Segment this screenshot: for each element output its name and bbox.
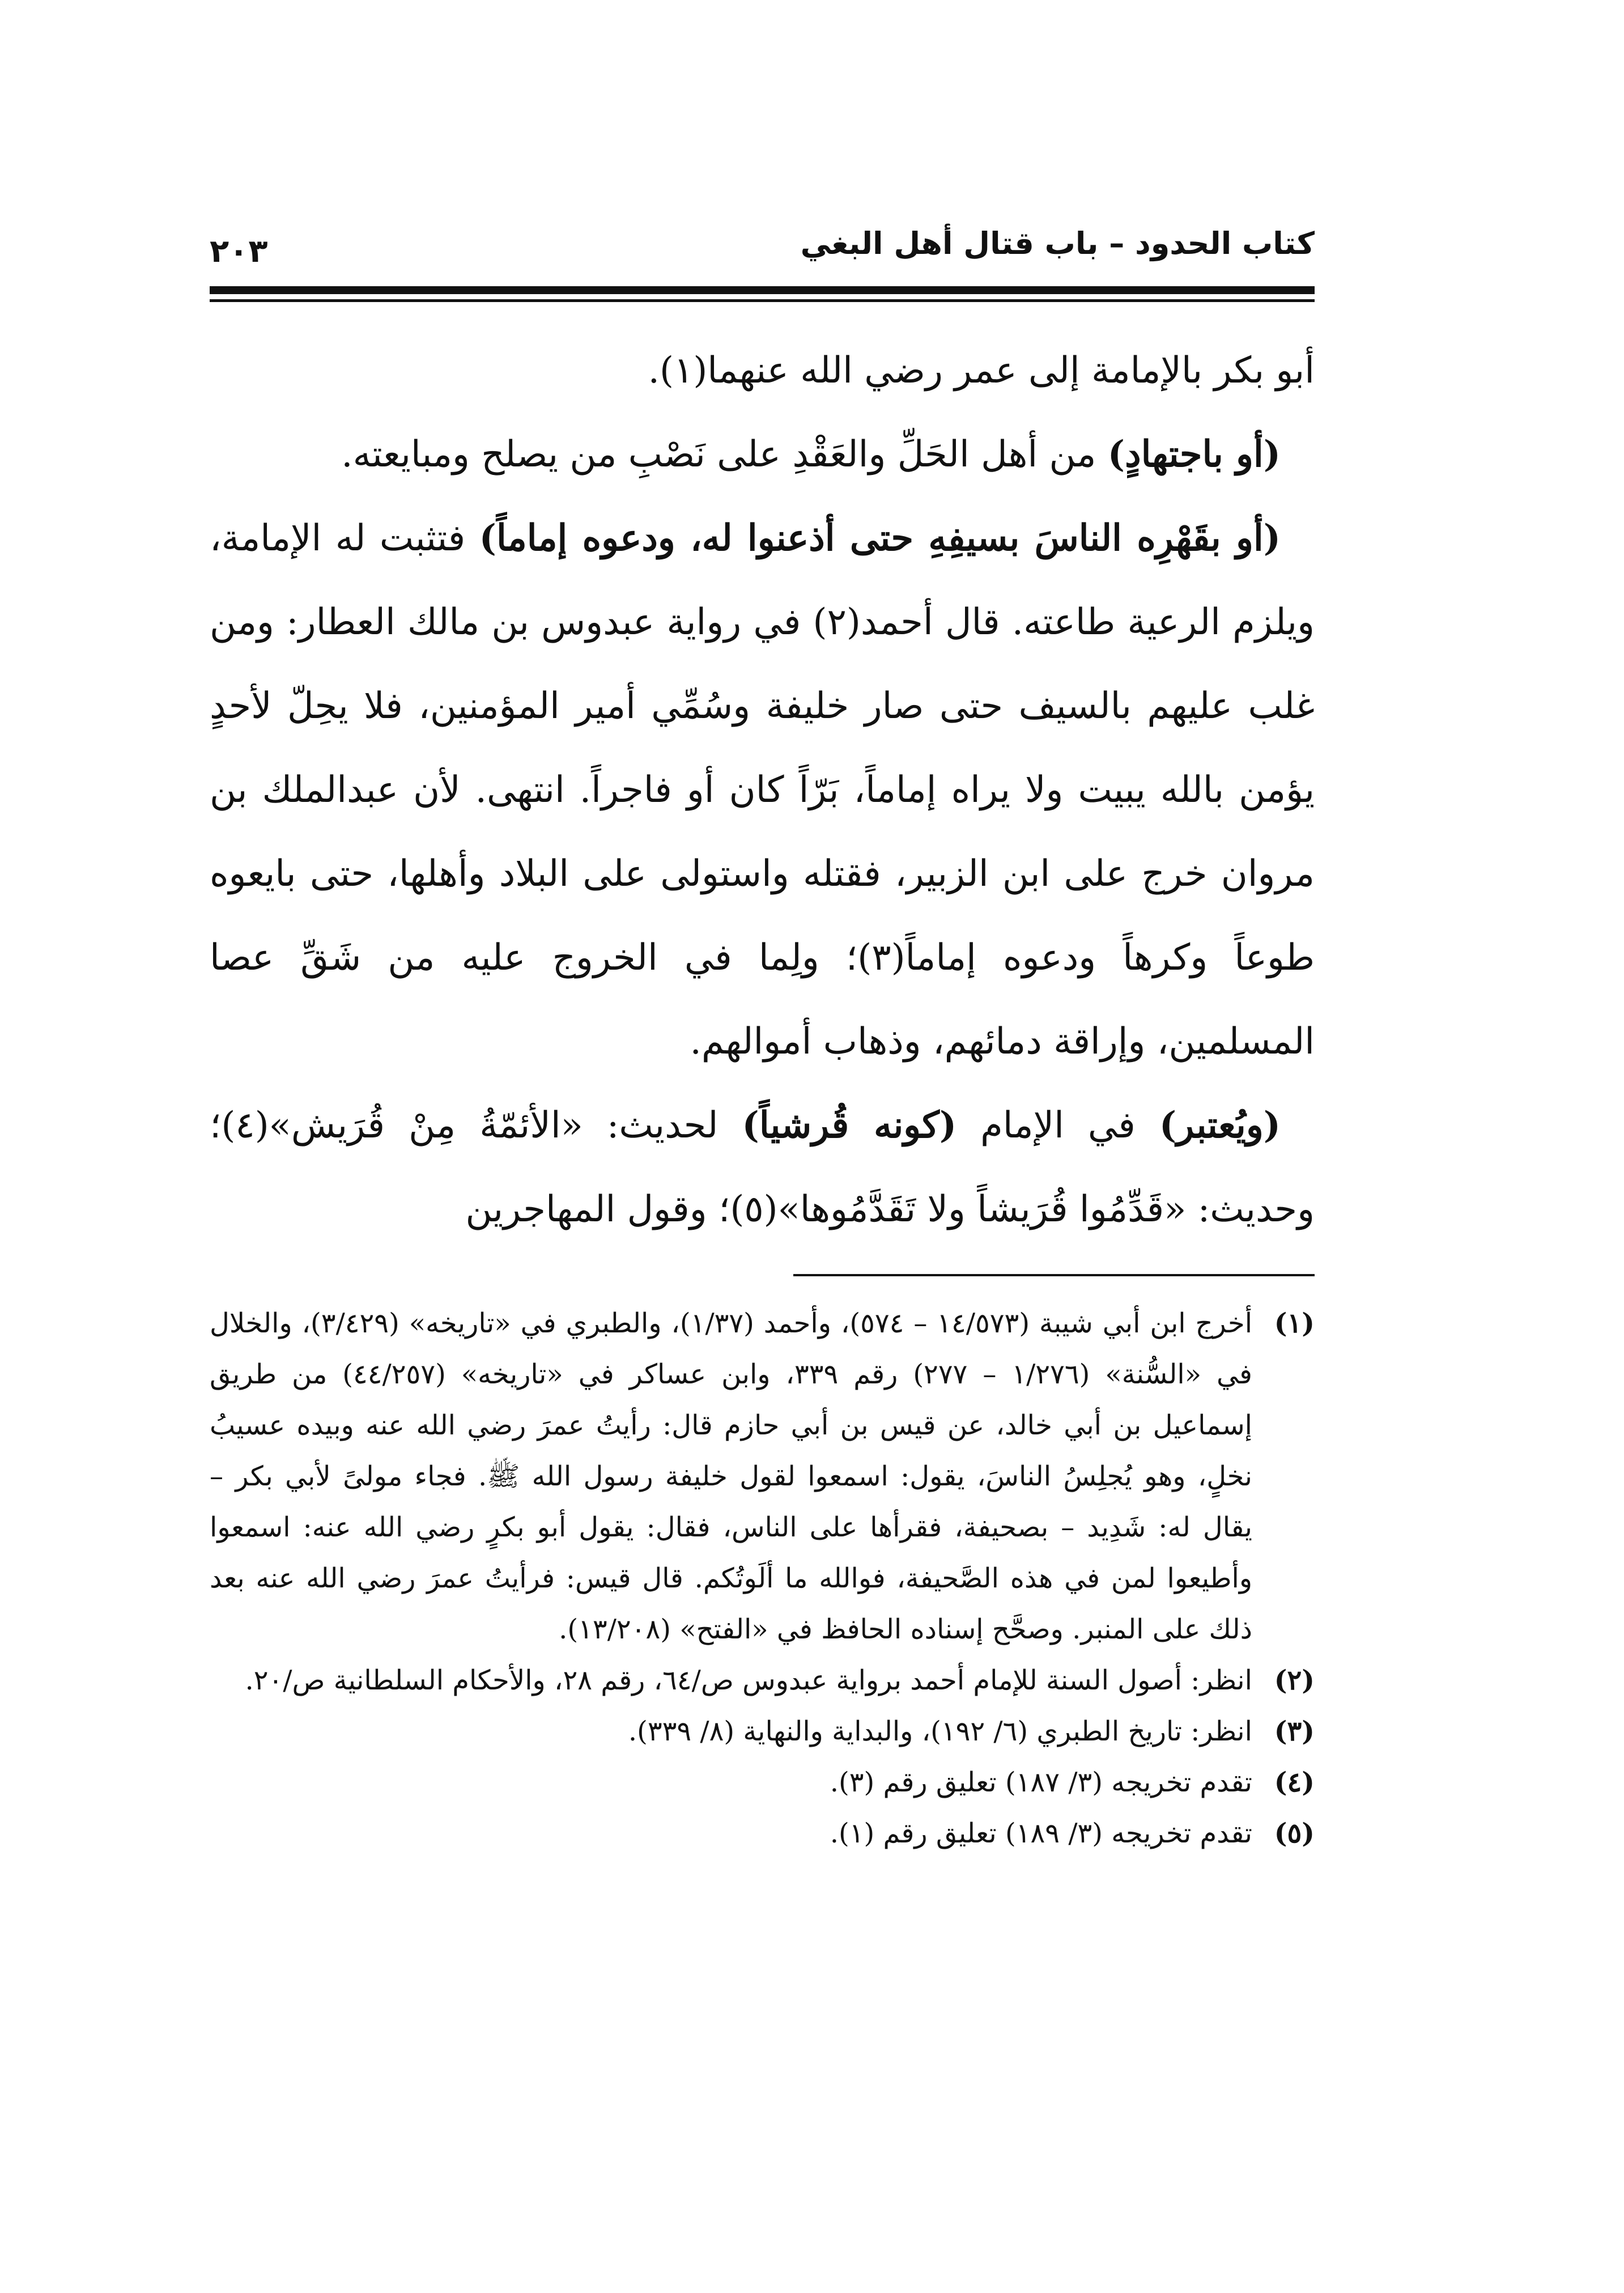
page-number: ٢٠٣ [210, 233, 268, 270]
footnote-text: تقدم تخريجه (٣/ ١٨٩) تعليق رقم (١). [830, 1818, 1252, 1849]
footnote-text: أخرج ابن أبي شيبة (١٤/٥٧٣ – ٥٧٤)، وأحمد (١/٣٧)، والطبري في «تاريخه» (٣/٤٢٩)، والخلال في «السُّنة» (١/٢٧٦ – ٢٧٧) رقم ٣٣٩، وابن عساكر في «تاريخه» (٤٤/٢٥٧) من طريق إسماعيل بن أبي خالد، عن قيس بن أبي حازم قال: رأيتُ عمرَ رضي الله عنه وبيده عسيبُ نخلٍ، وهو يُجلِسُ الناسَ، يقول: اسمعوا لقول خليفة رسول الله ﷺ. فجاء مولىً لأبي بكر – يقال له: شَدِيد – بصحيفة، فقرأها على الناس، فقال: يقول أبو بكرٍ رضي الله عنه: اسمعوا وأطيعوا لمن في هذه الصَّحيفة، فوالله ما ألَوتُكم. قال قيس: فرأيتُ عمرَ رضي الله عنه بعد ذلك على المنبر. وصحَّح إسناده الحافظ في «الفتح» (١٣/٢٠٨). [210, 1307, 1253, 1645]
paragraph-3-matn: (أو بقَهْرِه الناسَ بسيفِهِ حتى أذعنوا له، ودعوه إماماً) [479, 517, 1281, 559]
paragraph-3-text: فتثبت له الإمامة، ويلزم الرعية طاعته. قال أحمد(٢) في رواية عبدوس بن مالك العطار: ومن غلب عليهم بالسيف حتى صار خليفة وسُمِّي أمير المؤمنين، فلا يحِلّ لأحدٍ يؤمن بالله يبيت ولا يراه إماماً، بَرّاً كان أو فاجراً. انتهى. لأن عبدالملك بن مروان خرج على ابن الزبير، فقتله واستولى على البلاد وأهلها، حتى بايعوه طوعاً وكرهاً ودعوه إماماً(٣)؛ ولِما في الخروج عليه من شَقِّ عصا المسلمين، وإراقة دمائهم، وذهاب أموالهم. [210, 517, 1315, 1063]
footnote-1 [210, 1298, 1315, 1655]
paragraph-2-matn: (أو باجتهادٍ) [1107, 433, 1281, 475]
paragraph-4-matn-2: (كونه قُرشياً) [742, 1104, 957, 1146]
footnote-marker: (١) [1274, 1307, 1315, 1339]
footnote-5 [210, 1808, 1315, 1859]
footnote-marker: (٤) [1274, 1767, 1315, 1798]
header-rule-thin [210, 299, 1315, 302]
footnote-text: انظر: أصول السنة للإمام أحمد برواية عبدوس ص/٦٤، رقم ٢٨، والأحكام السلطانية ص/٢٠. [245, 1664, 1252, 1696]
paragraph-2 [210, 413, 1315, 496]
footnote-marker: (٢) [1274, 1664, 1315, 1696]
page-header [210, 215, 1315, 272]
footnote-text: تقدم تخريجه (٣/ ١٨٧) تعليق رقم (٣). [830, 1767, 1252, 1798]
paragraph-1 [210, 329, 1315, 413]
footnote-text: انظر: تاريخ الطبري (٦/ ١٩٢)، والبداية والنهاية (٨/ ٣٣٩). [628, 1715, 1252, 1747]
header-rule-thick [210, 286, 1315, 294]
paragraph-2-text: من أهل الحَلِّ والعَقْدِ على نَصْبِ من يصلح ومبايعته. [341, 434, 1108, 475]
paragraph-3 [210, 496, 1315, 1084]
footnote-3 [210, 1706, 1315, 1757]
footnotes [210, 1298, 1315, 1859]
footnote-separator [793, 1274, 1315, 1276]
main-text [210, 329, 1315, 1251]
paragraph-4 [210, 1084, 1315, 1251]
footnote-marker: (٣) [1274, 1715, 1315, 1747]
running-title: كتاب الحدود – باب قتال أهل البغي [800, 226, 1315, 261]
paragraph-1-text: أبو بكر بالإمامة إلى عمر رضي الله عنهما(١). [648, 350, 1315, 392]
paragraph-4-text-b: لحديث: «الأئمّةُ مِنْ قُرَيش»(٤)؛ وحديث: «قَدِّمُوا قُرَيشاً ولا تَقَدَّمُوها»(٥)؛ وقول المهاجرين [210, 1105, 1315, 1230]
footnote-2 [210, 1655, 1315, 1706]
paragraph-4-matn: (ويُعتبر) [1159, 1104, 1281, 1146]
paragraph-4-text-a: في الإمام [956, 1105, 1159, 1146]
footnote-4 [210, 1757, 1315, 1808]
footnote-marker: (٥) [1274, 1818, 1315, 1849]
